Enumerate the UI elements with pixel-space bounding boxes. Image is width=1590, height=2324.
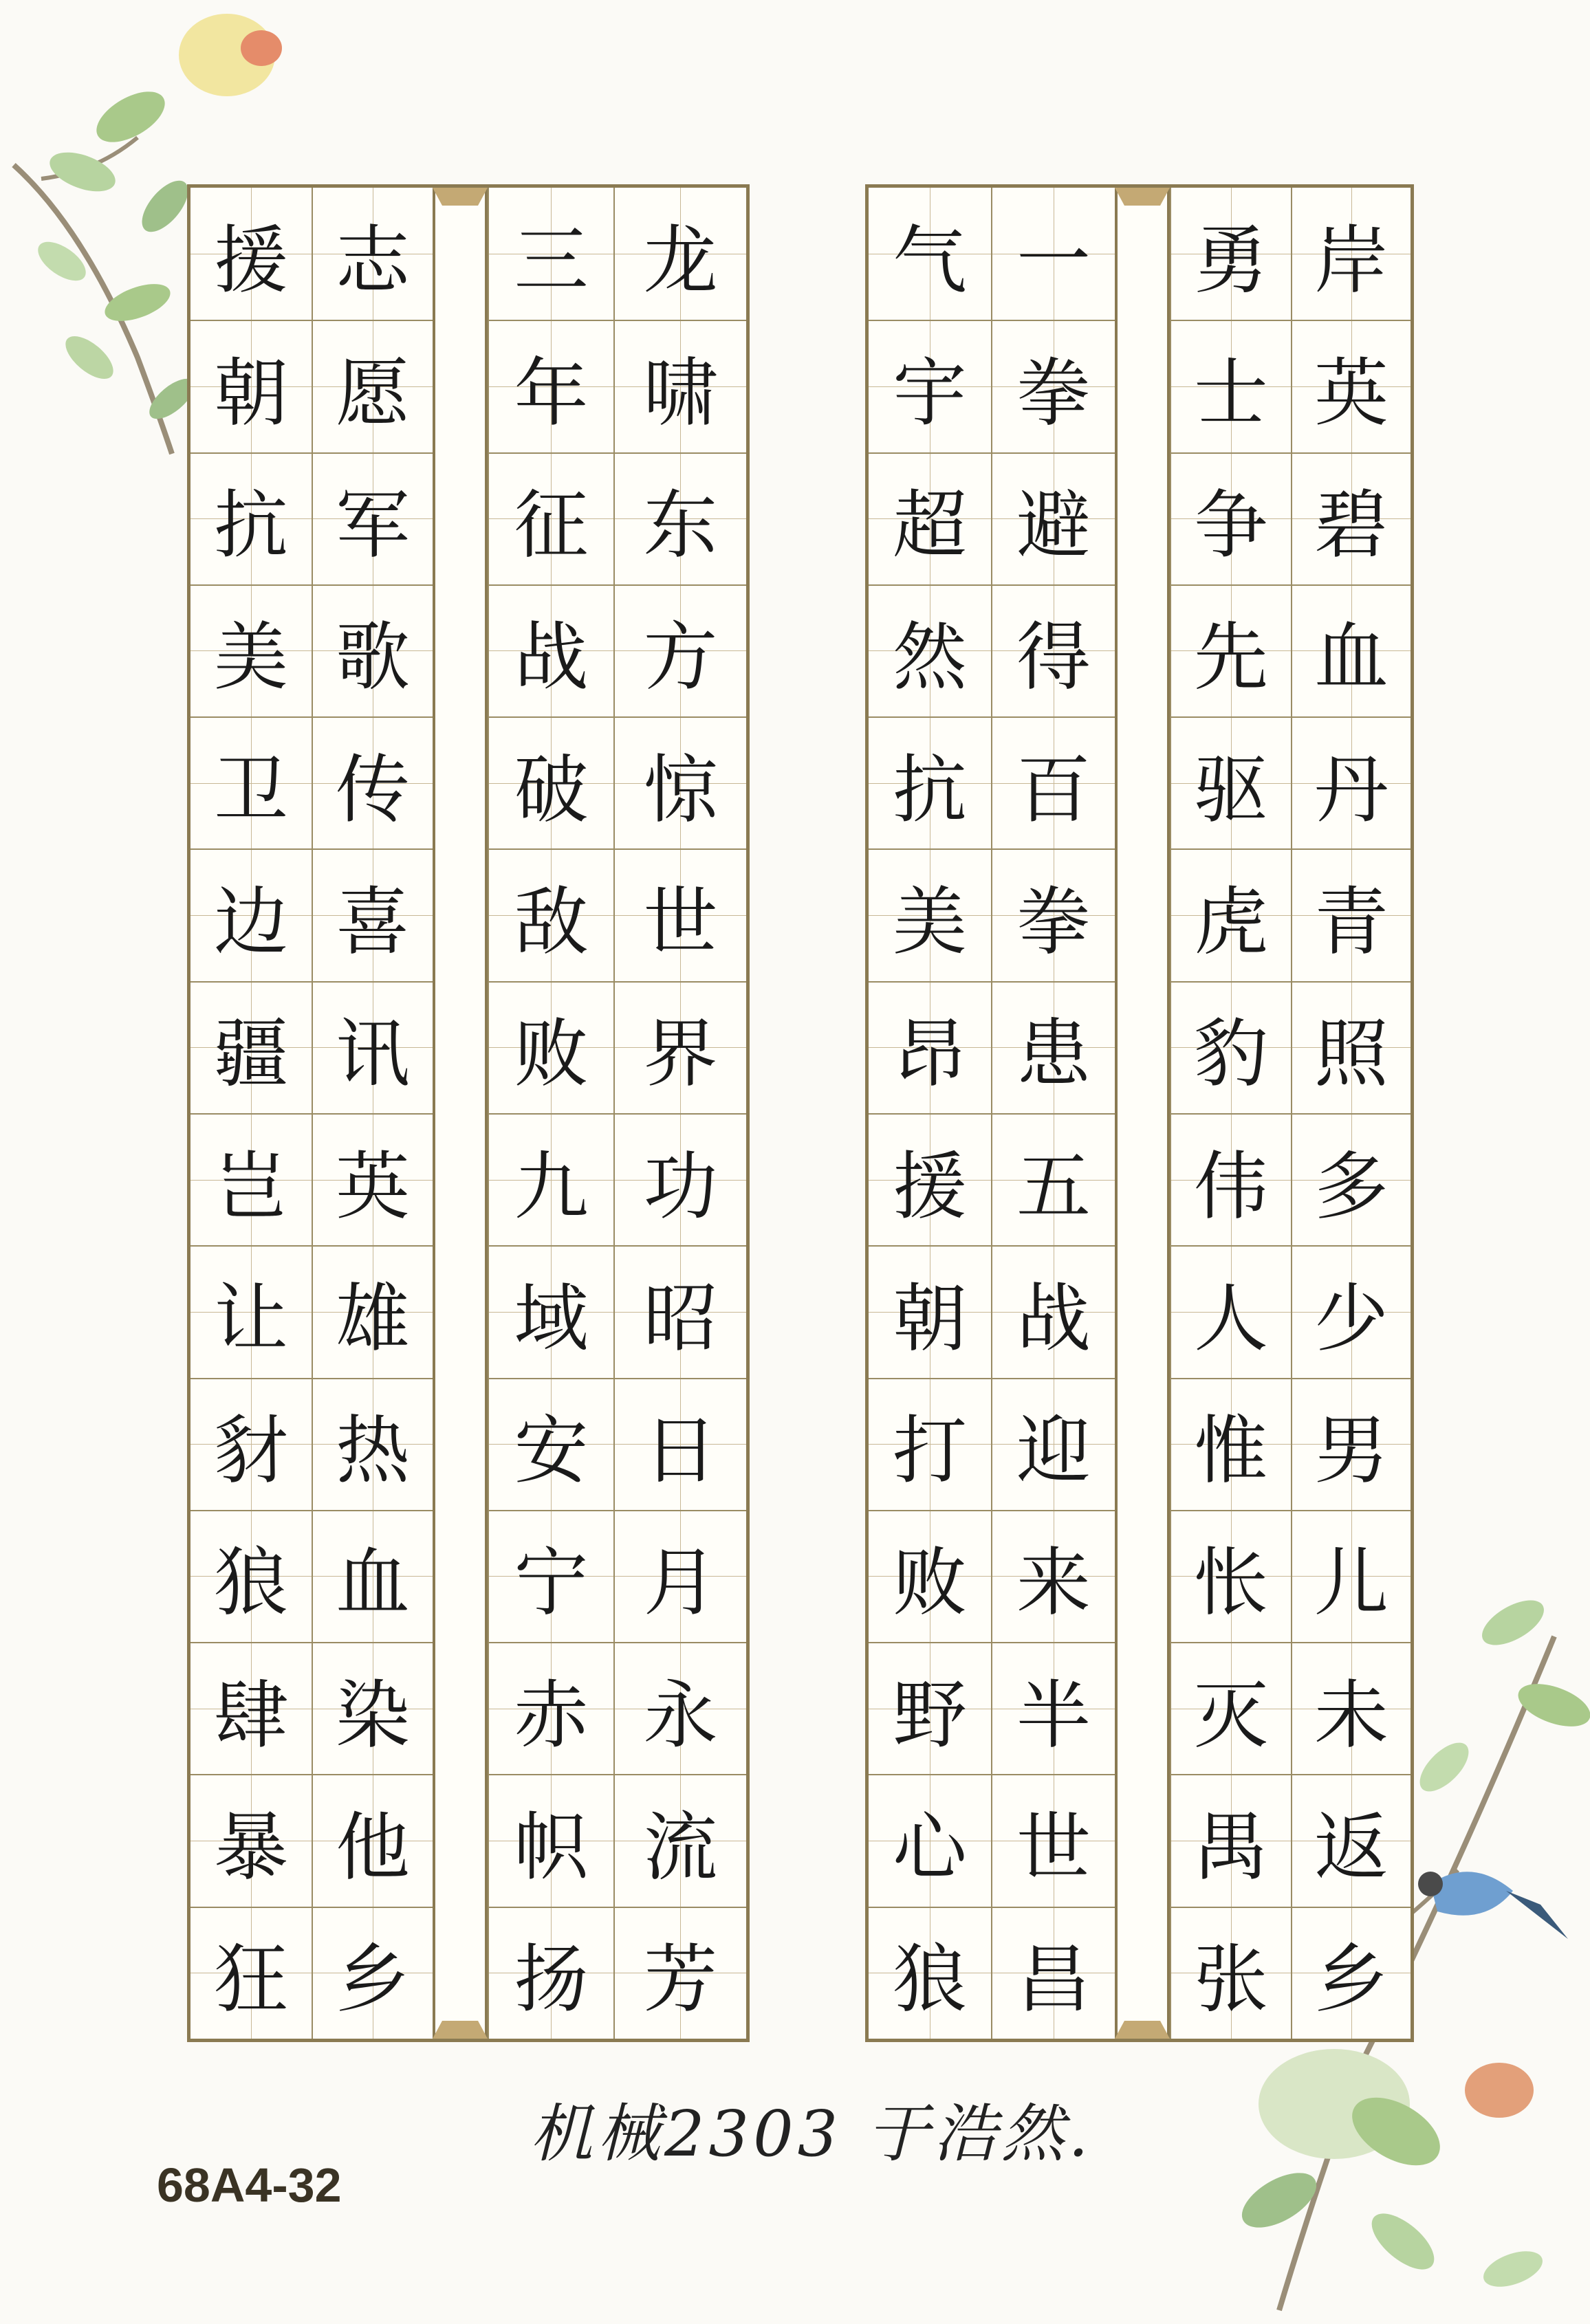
character-cell: 美 (190, 584, 312, 716)
character-cell: 朝 (869, 1245, 991, 1377)
character-cell: 怅 (1171, 1510, 1291, 1642)
character-cell: 年 (489, 320, 613, 452)
character-cell: 雄 (313, 1245, 433, 1377)
character-cell: 世 (992, 1774, 1115, 1906)
character-cell: 流 (615, 1774, 746, 1906)
character-cell: 暴 (190, 1774, 312, 1906)
character-cell: 狼 (190, 1510, 312, 1642)
character-cell: 来 (992, 1510, 1115, 1642)
character-cell: 禺 (1171, 1774, 1291, 1906)
character-cell: 安 (489, 1378, 613, 1510)
character-cell: 军 (313, 452, 433, 584)
character-cell: 战 (489, 584, 613, 716)
character-cell: 卫 (190, 716, 312, 848)
character-cell: 得 (992, 584, 1115, 716)
character-cell: 朝 (190, 320, 312, 452)
character-cell: 美 (869, 848, 991, 980)
character-cell: 援 (190, 188, 312, 320)
character-cell: 未 (1292, 1642, 1411, 1774)
character-cell: 乡 (313, 1907, 433, 2039)
character-cell: 惊 (615, 716, 746, 848)
character-cell: 宇 (869, 320, 991, 452)
character-cell: 超 (869, 452, 991, 584)
character-cell: 男 (1292, 1378, 1411, 1510)
character-cell: 少 (1292, 1245, 1411, 1377)
character-cell: 避 (992, 452, 1115, 584)
character-cell: 讯 (313, 981, 433, 1113)
character-cell: 迎 (992, 1378, 1115, 1510)
character-cell: 他 (313, 1774, 433, 1906)
character-cell: 豺 (190, 1378, 312, 1510)
character-cell: 东 (615, 452, 746, 584)
grid-column-4 (613, 188, 746, 2039)
character-cell: 喜 (313, 848, 433, 980)
character-cell: 扬 (489, 1907, 613, 2039)
student-signature: 机械2303 于浩然. (530, 2097, 1093, 2171)
fold-gutter-left (433, 188, 488, 2039)
character-cell: 征 (489, 452, 613, 584)
grid-column-5 (869, 188, 991, 2039)
character-cell: 边 (190, 848, 312, 980)
character-cell: 赤 (489, 1642, 613, 1774)
character-cell: 战 (992, 1245, 1115, 1377)
fold-ornament-bottom (433, 2018, 488, 2039)
character-cell: 疆 (190, 981, 312, 1113)
grid-column-7 (1170, 188, 1291, 2039)
character-cell: 争 (1171, 452, 1291, 584)
character-cell: 功 (615, 1113, 746, 1245)
sheet-code: 68A4-32 (157, 2158, 342, 2212)
character-cell: 伟 (1171, 1113, 1291, 1245)
character-cell: 九 (489, 1113, 613, 1245)
character-cell: 心 (869, 1774, 991, 1906)
character-cell: 拳 (992, 320, 1115, 452)
character-cell: 方 (615, 584, 746, 716)
character-cell: 英 (1292, 320, 1411, 452)
character-cell: 驱 (1171, 716, 1291, 848)
practice-panel-right (865, 184, 1414, 2042)
character-cell: 人 (1171, 1245, 1291, 1377)
character-cell: 让 (190, 1245, 312, 1377)
character-cell: 志 (313, 188, 433, 320)
character-cell: 多 (1292, 1113, 1411, 1245)
character-cell: 日 (615, 1378, 746, 1510)
character-cell: 昭 (615, 1245, 746, 1377)
character-cell: 灭 (1171, 1642, 1291, 1774)
character-cell: 三 (489, 188, 613, 320)
character-cell: 勇 (1171, 188, 1291, 320)
character-cell: 半 (992, 1642, 1115, 1774)
character-cell: 帜 (489, 1774, 613, 1906)
grid-column-3 (488, 188, 613, 2039)
grid-column-6 (991, 188, 1115, 2039)
character-cell: 狼 (869, 1907, 991, 2039)
character-cell: 败 (869, 1510, 991, 1642)
character-cell: 抗 (869, 716, 991, 848)
character-cell: 血 (313, 1510, 433, 1642)
character-cell: 百 (992, 716, 1115, 848)
character-cell: 野 (869, 1642, 991, 1774)
fold-ornament-top (1115, 188, 1170, 208)
fold-gutter-right (1115, 188, 1170, 2039)
character-cell: 域 (489, 1245, 613, 1377)
character-cell: 啸 (615, 320, 746, 452)
character-cell: 界 (615, 981, 746, 1113)
character-cell: 拳 (992, 848, 1115, 980)
character-cell: 狂 (190, 1907, 312, 2039)
character-cell: 抗 (190, 452, 312, 584)
character-cell: 气 (869, 188, 991, 320)
character-cell: 丹 (1292, 716, 1411, 848)
grid-column-2 (312, 188, 433, 2039)
character-cell: 败 (489, 981, 613, 1113)
fold-ornament-top (433, 188, 488, 208)
character-cell: 永 (615, 1642, 746, 1774)
character-cell: 一 (992, 188, 1115, 320)
grid-column-8 (1291, 188, 1411, 2039)
character-cell: 月 (615, 1510, 746, 1642)
character-cell: 援 (869, 1113, 991, 1245)
character-cell: 世 (615, 848, 746, 980)
character-cell: 儿 (1292, 1510, 1411, 1642)
character-cell: 肆 (190, 1642, 312, 1774)
character-cell: 乡 (1292, 1907, 1411, 2039)
character-cell: 英 (313, 1113, 433, 1245)
character-cell: 宁 (489, 1510, 613, 1642)
character-cell: 张 (1171, 1907, 1291, 2039)
character-cell: 先 (1171, 584, 1291, 716)
character-cell: 惟 (1171, 1378, 1291, 1510)
character-cell: 传 (313, 716, 433, 848)
character-cell: 歌 (313, 584, 433, 716)
character-cell: 返 (1292, 1774, 1411, 1906)
character-cell: 染 (313, 1642, 433, 1774)
fold-ornament-bottom (1115, 2018, 1170, 2039)
character-cell: 青 (1292, 848, 1411, 980)
character-cell: 五 (992, 1113, 1115, 1245)
character-cell: 豹 (1171, 981, 1291, 1113)
character-cell: 昂 (869, 981, 991, 1113)
character-cell: 打 (869, 1378, 991, 1510)
character-cell: 士 (1171, 320, 1291, 452)
character-cell: 然 (869, 584, 991, 716)
character-cell: 破 (489, 716, 613, 848)
character-cell: 芳 (615, 1907, 746, 2039)
character-cell: 龙 (615, 188, 746, 320)
character-cell: 敌 (489, 848, 613, 980)
character-cell: 患 (992, 981, 1115, 1113)
character-cell: 昌 (992, 1907, 1115, 2039)
character-cell: 照 (1292, 981, 1411, 1113)
character-cell: 虎 (1171, 848, 1291, 980)
character-cell: 岸 (1292, 188, 1411, 320)
character-cell: 热 (313, 1378, 433, 1510)
character-cell: 碧 (1292, 452, 1411, 584)
grid-column-1 (190, 188, 312, 2039)
character-cell: 血 (1292, 584, 1411, 716)
character-cell: 愿 (313, 320, 433, 452)
practice-panel-left (187, 184, 750, 2042)
character-cell: 岂 (190, 1113, 312, 1245)
